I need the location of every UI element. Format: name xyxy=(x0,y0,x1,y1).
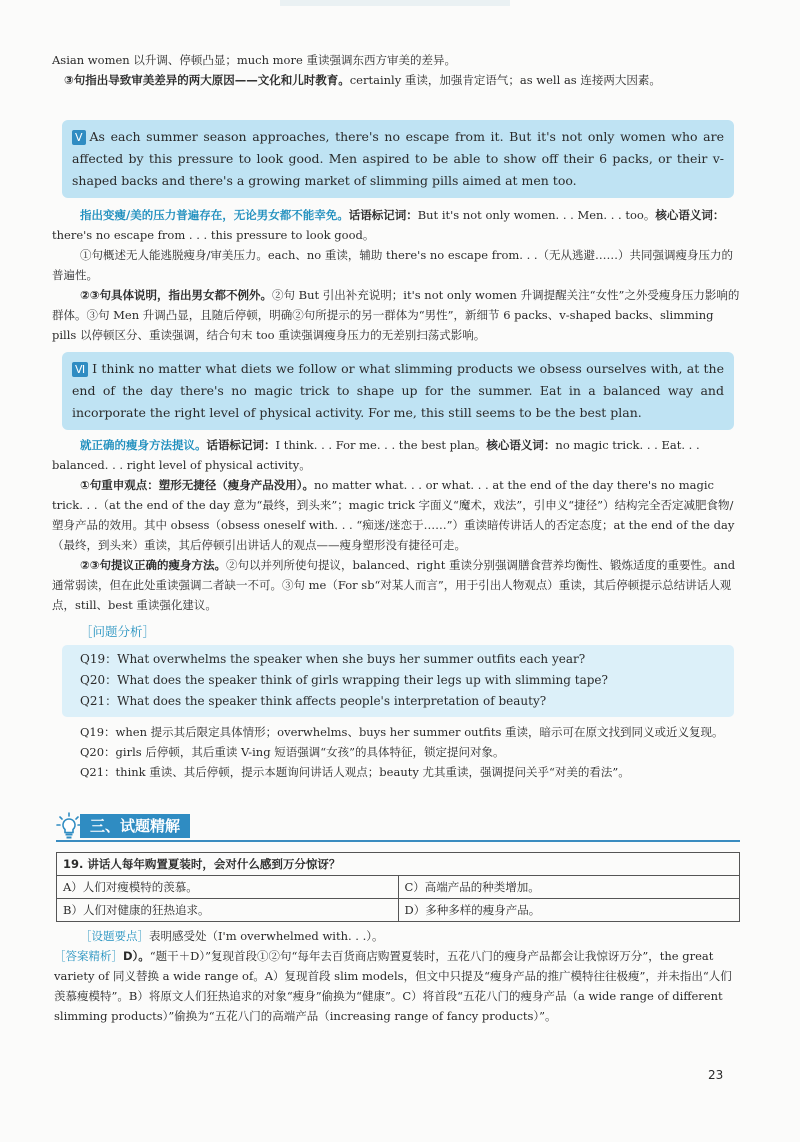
section-title: 三、试题精解 xyxy=(80,814,190,838)
analysis5-markers-label: 话语标记词： xyxy=(348,208,418,222)
question-21: Q21：What does the speaker think affects people's interpretation of beauty? xyxy=(80,694,547,708)
analysis-5 xyxy=(52,205,740,345)
analysis6-s23-head: ②③句提议正确的瘦身方法。 xyxy=(80,558,226,572)
analysis5-core: there's no escape from . . . this pressure to look good。 xyxy=(52,228,375,242)
analysis6-s23 xyxy=(52,555,740,615)
lightbulb-icon xyxy=(56,812,82,840)
answer-analysis-text: “题干＋D）”复现首段①②句“每年去百货商店购置夏装时，五花八门的瘦身产品都会让我惊讶万分”，the great variety of 同义替换 a wide range of。A）复现首段 slim models，但文中只提及“瘦身产品的推广模特往往极瘦”，并未指出“人们羡慕瘦模特”。B）将原文人们狂热追求的对象“瘦身”偷换为“健康”。C）将首段“五花八门的瘦身产品（a wide range of different slimming products）”偷换为“五花八门的高端产品（increasing range of fancy products）”。 xyxy=(54,949,732,1023)
passage-paragraph-6 xyxy=(62,352,734,430)
key-point-label: ［设题要点］ xyxy=(80,929,149,943)
intro-s3-rest: certainly 重读，加强肯定语气；as well as 连接两大因素。 xyxy=(349,73,661,87)
analysis5-s1: ①句概述无人能逃脱瘦身/审美压力。each、no 重读，辅助 there's no escape from. . .（无从逃避……）共同强调瘦身压力的普遍性。 xyxy=(52,248,734,282)
para5-text-line xyxy=(72,126,724,192)
analysis5-s23 xyxy=(52,285,740,345)
note-21: Q21：think 重读、其后停顿，提示本题询问讲话人观点；beauty 尤其重读，强调提问关乎“对美的看法”。 xyxy=(80,765,630,779)
option-d: D）多种多样的瘦身产品。 xyxy=(398,899,740,922)
analysis6-s1-head: ①句重申观点：塑形无捷径（瘦身产品没用）。 xyxy=(80,478,314,492)
questions-box xyxy=(62,645,734,717)
answer-explanation xyxy=(54,926,740,1026)
analysis5-summary xyxy=(52,205,740,245)
intro-s3 xyxy=(52,70,740,90)
question-19-table xyxy=(56,852,740,922)
analysis6-markers-label: 话语标记词： xyxy=(206,438,276,452)
option-a: A）人们对瘦模特的羡慕。 xyxy=(57,876,399,899)
analysis6-s1-rest: no matter what. . . or what. . . at the end of the day there's no magic trick. . .（at the end of the day 意为“最终，到头来”；magic trick 字面义“魔术，戏法”，引申义“捷径”）结构完全否定减肥食物/塑身产品的效用。其中 obsess（obsess oneself with. . . “痴迷/迷恋于……”）重读暗传讲话人的否定态度；at the end of the day（最终，到头来）重读，其后停顿引出讲话人的观点——瘦身塑形没有捷径可走。 xyxy=(52,478,735,552)
intro-block xyxy=(52,50,740,90)
analysis-6 xyxy=(52,435,740,615)
note-19: Q19：when 提示其后限定具体情形；overwhelms、buys her summer outfits 重读，暗示可在原文找到同义或近义复现。 xyxy=(80,725,724,739)
page-number: 23 xyxy=(708,1068,724,1082)
question-20: Q20：What does the speaker think of girls wrapping their legs up with slimming tape? xyxy=(80,673,608,687)
analysis6-core-label: 核心语义词： xyxy=(486,438,556,452)
analysis6-head: 就正确的瘦身方法提议。 xyxy=(80,438,207,452)
question-19: Q19：What overwhelms the speaker when she buys her summer outfits each year? xyxy=(80,652,586,666)
answer-analysis-label: ［答案精析］ xyxy=(54,949,123,963)
analysis6-core: no magic trick. . . Eat. . . balanced. . . right level of physical activity。 xyxy=(52,438,700,472)
question-notes xyxy=(80,722,740,782)
roman-numeral-5: Ⅴ xyxy=(72,130,86,145)
analysis6-markers: I think. . . For me. . . the best plan。 xyxy=(275,438,487,452)
intro-line: Asian women 以升调、停顿凸显；much more 重读强调东西方审美的差异。 xyxy=(52,53,456,67)
analysis5-core-label: 核心语义词： xyxy=(655,208,725,222)
key-point-text: 表明感受处（I'm overwhelmed with. . .）。 xyxy=(149,929,384,943)
passage-paragraph-5 xyxy=(62,120,734,198)
analysis5-markers: But it's not only women. . . Men. . . too。 xyxy=(417,208,656,222)
analysis6-s23-rest: ②句以并列所使句提议，balanced、right 重读分别强调膳食营养均衡性、锻炼适度的重要性。and 通常弱读，但在此处重读强调二者缺一不可。③句 me（For sb“对某人而言”，用于引出人物观点）重读，其后停顿提示总结讲话人观点，still、best 重读强化建议。 xyxy=(52,558,736,612)
scan-shade xyxy=(280,0,510,6)
problem-analysis-label: ［问题分析］ xyxy=(80,624,156,639)
section-header xyxy=(56,812,740,842)
intro-s3-head: ③句指出导致审美差异的两大原因——文化和儿时教育。 xyxy=(64,73,350,87)
para6-text-line xyxy=(72,358,724,424)
analysis5-s23-head: ②③句具体说明，指出男女都不例外。 xyxy=(80,288,272,302)
roman-numeral-6: Ⅵ xyxy=(72,362,88,377)
analysis6-summary xyxy=(52,435,740,475)
note-20: Q20：girls 后停顿，其后重读 V-ing 短语强调“女孩”的具体特征，锁定提问对象。 xyxy=(80,745,505,759)
option-c: C）高端产品的种类增加。 xyxy=(398,876,740,899)
answer-letter: D）。 xyxy=(123,949,150,963)
analysis5-s23-rest: ②句 But 引出补充说明；it's not only women 升调提醒关注“女性”之外受瘦身压力影响的群体。③句 Men 升调凸显，且随后停顿，明确②句所提示的另一群体为“男性”，新细节 6 packs、v-shaped backs、slimming pills 以停顿区分、重读强调，结合句末 too 重读强调瘦身压力的无差别扫荡式影响。 xyxy=(52,288,740,342)
option-b: B）人们对健康的狂热追求。 xyxy=(57,899,399,922)
analysis6-s1 xyxy=(52,475,740,555)
para6-text: I think no matter what diets we follow or what slimming products we obsess ourselves with, at the end of the day there's no magic trick to shape up for the summer. Eat in a balanced way and incorporate the right level of physical activity. For me, this still seems to be the best plan. xyxy=(72,361,724,420)
key-point xyxy=(80,926,740,946)
question-19-stem: 19. 讲话人每年购置夏装时，会对什么感到万分惊讶？ xyxy=(57,853,740,876)
analysis5-head: 指出变瘦/美的压力普遍存在，无论男女都不能幸免。 xyxy=(80,208,349,222)
answer-analysis xyxy=(54,946,740,1026)
para5-text: As each summer season approaches, there's no escape from it. But it's not only women who are affected by this pressure to look good. Men aspired to be able to show off their 6 packs, or their v-shaped backs and there's a growing market of slimming pills aimed at men too. xyxy=(72,129,724,188)
